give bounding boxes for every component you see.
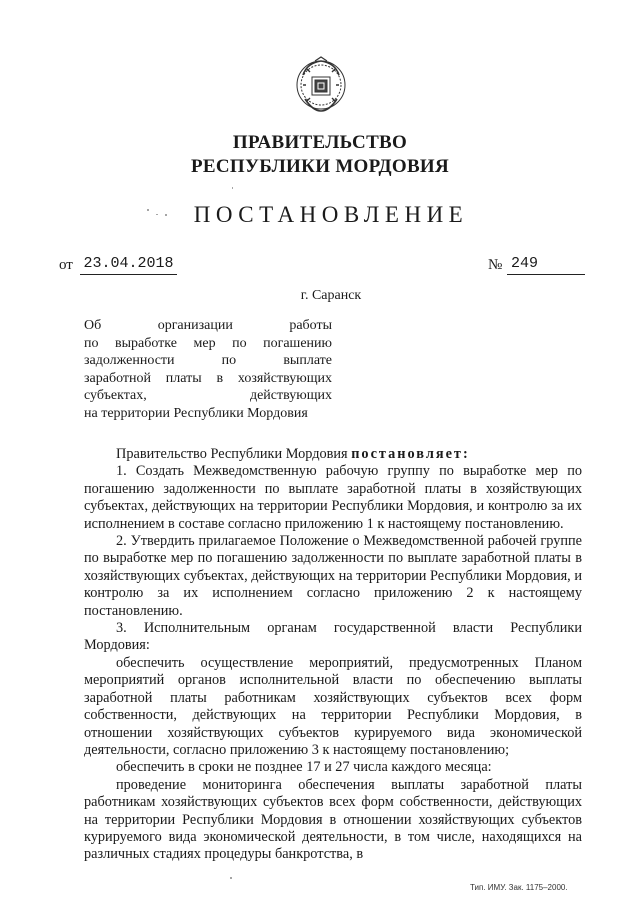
intro-paragraph — [84, 446, 582, 463]
document-type-heading: ПОСТАНОВЛЕНИЕ — [193, 202, 469, 227]
body-paragraph: 2. Утвердить прилагаемое Положение о Межведомственной рабочей группе по выработке мер по погашению задолженности по выплате заработной платы в хозяйствующих субъектах, действующих на территории Республики Мордовия, и контролю за их исполнением согласно приложению 2 к настоящему постановлению. — [84, 533, 582, 619]
scan-speck — [156, 214, 158, 215]
subject-line: на территории Республики Мордовия — [84, 405, 308, 421]
scan-speck — [232, 187, 233, 189]
print-mark: Тип. ИМУ. Зак. 1175–2000. — [470, 883, 568, 892]
intro-text: Правительство Республики Мордовия — [116, 446, 352, 462]
scan-speck — [147, 209, 149, 211]
body-paragraph: обеспечить осуществление мероприятий, предусмотренных Планом мероприятий органов исполнительной власти по обеспечению выплаты заработной платы работникам хозяйствующих субъектов всех форм собственности, действующих на территории Республики Мордовия, в отношении хозяйствующих субъектов курируемого вида экономической деятельности, согласно приложению 3 к настоящему постановлению; — [84, 654, 582, 758]
city-label: г. Саранск — [300, 288, 362, 303]
document-date: 23.04.2018 — [80, 255, 177, 275]
intro-decree-word: постановляет: — [351, 446, 470, 462]
number-prefix: № — [488, 257, 503, 273]
document-number: 249 — [507, 255, 585, 275]
subject-line: субъектах, действующих — [84, 388, 332, 404]
scan-speck — [230, 877, 232, 879]
document-body — [84, 446, 582, 864]
subject-line: по выработке мер по погашению — [84, 335, 332, 351]
subject-line: Об организации работы — [84, 318, 332, 333]
body-paragraph: 3. Исполнительным органам государственной власти Республики Мордовия: — [84, 620, 582, 654]
subject-line: заработной платы в хозяйствующих — [84, 370, 332, 386]
document-subject — [84, 317, 332, 423]
body-paragraph: обеспечить в сроки не позднее 17 и 27 числа каждого месяца: — [116, 759, 492, 776]
body-paragraph: 1. Создать Межведомственную рабочую группу по выработке мер по погашению задолженности по выплате заработной платы в хозяйствующих субъектах, действующих на территории Республики Мордовия, и контролю за их исполнением в составе согласно приложению 1 к настоящему постановлению. — [84, 463, 582, 532]
date-prefix: от — [59, 257, 73, 273]
subject-line: задолженности по выплате — [84, 353, 332, 369]
body-paragraph: проведение мониторинга обеспечения выплаты заработной платы работникам хозяйствующих субъектов всех форм собственности, действующих на территории Республики Мордовия в отношении хозяйствующих субъектов курируемого вида экономической деятельности, в том числе, находящихся на различных стадиях процедуры банкротства, в — [84, 776, 582, 863]
coat-of-arms-emblem — [293, 55, 349, 117]
government-title-line2: РЕСПУБЛИКИ МОРДОВИЯ — [190, 156, 450, 177]
government-title-line1: ПРАВИТЕЛЬСТВО — [232, 132, 408, 153]
scan-speck — [165, 214, 167, 216]
